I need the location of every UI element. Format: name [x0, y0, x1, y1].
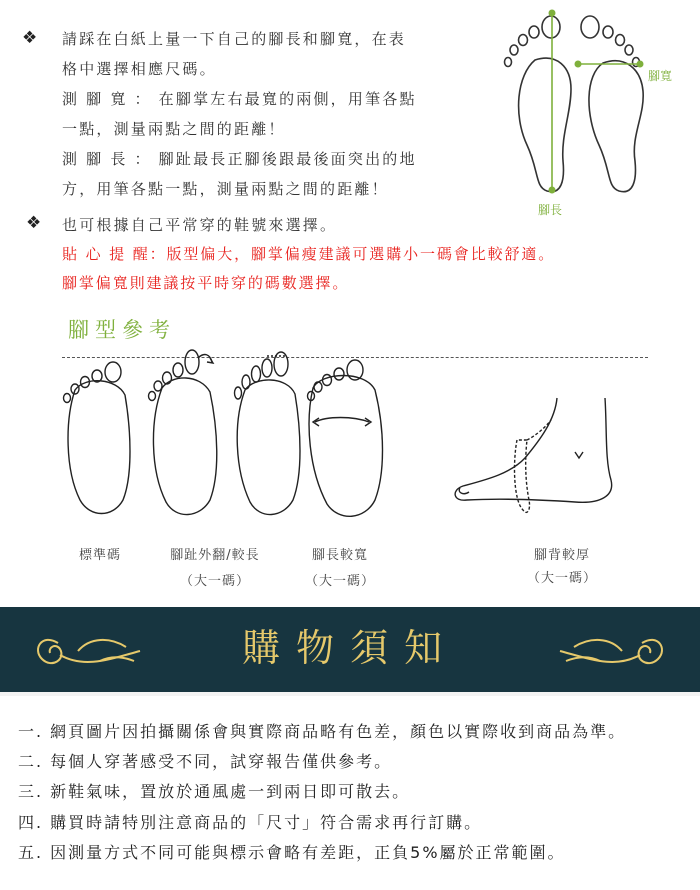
- standard-foot-icon: [64, 362, 131, 514]
- banner-underline: [0, 692, 700, 696]
- left-foot-sole-icon: [505, 16, 572, 192]
- foot-type-title: 腳型參考: [68, 318, 176, 342]
- purchase-note-5: 五. 因測量方式不同可能與標示會略有差距，正負5%屬於正常範圍。: [18, 843, 566, 862]
- foot-width-label: 腳寬: [648, 69, 673, 83]
- foot-type-bunion-label: 腳趾外翻/較長: [170, 548, 260, 563]
- foot-measure-diagram: [495, 5, 695, 220]
- reminder-line-2: 腳掌偏寬則建議按平時穿的碼數選擇。: [62, 274, 350, 292]
- intro-line-4: 一點，測量兩點之間的距離！: [62, 120, 286, 138]
- foot-length-label: 腳長: [538, 203, 563, 217]
- reminder-line-1: 貼 心 提 醒：版型偏大，腳掌偏瘦建議可選購小一碼會比較舒適。: [62, 245, 556, 263]
- wide-foot-icon: [308, 360, 383, 516]
- right-foot-sole-icon: [581, 16, 643, 192]
- purchase-note-4: 四. 購買時請特別注意商品的「尺寸」符合需求再行訂購。: [18, 813, 483, 832]
- intro-line-6: 方，用筆各點一點，測量兩點之間的距離！: [62, 180, 389, 198]
- bullet-icon: ❖: [22, 28, 38, 48]
- purchase-note-2: 二. 每個人穿著感受不同，試穿報告僅供參考。: [18, 752, 393, 771]
- foot-type-standard-label: 標準碼: [78, 548, 121, 563]
- high-instep-foot-icon: [455, 398, 612, 512]
- intro-line-5: 測 腳 長 ： 腳趾最長正腳後跟最後面突出的地: [62, 150, 417, 168]
- intro-line-1: 請踩在白紙上量一下自己的腳長和腳寬，在表: [62, 30, 407, 48]
- bunion-foot-icon: [149, 350, 217, 515]
- foot-type-instep-label: 腳背較厚: [533, 548, 590, 563]
- foot-type-bunion-note: （大一碼）: [179, 574, 250, 589]
- intro-line-2: 格中選擇相應尺碼。: [62, 60, 217, 78]
- long-toe-foot-icon: [235, 352, 301, 515]
- foot-type-illustrations: [55, 340, 645, 525]
- foot-type-wide-label: 腳長較寬: [311, 548, 368, 563]
- purchase-title: 購物須知: [241, 626, 458, 670]
- tip-line: 也可根據自己平常穿的鞋號來選擇。: [62, 216, 338, 234]
- purchase-note-1: 一. 網頁圖片因拍攝關係會與實際商品略有色差，顏色以實際收到商品為準。: [18, 722, 627, 741]
- bullet-icon: ❖: [26, 213, 42, 233]
- intro-line-3: 測 腳 寬 ： 在腳掌左右最寬的兩側，用筆各點: [62, 90, 417, 108]
- foot-type-wide-note: （大一碼）: [304, 574, 375, 589]
- foot-type-instep-note: （大一碼）: [526, 571, 597, 586]
- purchase-note-3: 三. 新鞋氣味，置放於通風處一到兩日即可散去。: [18, 782, 411, 801]
